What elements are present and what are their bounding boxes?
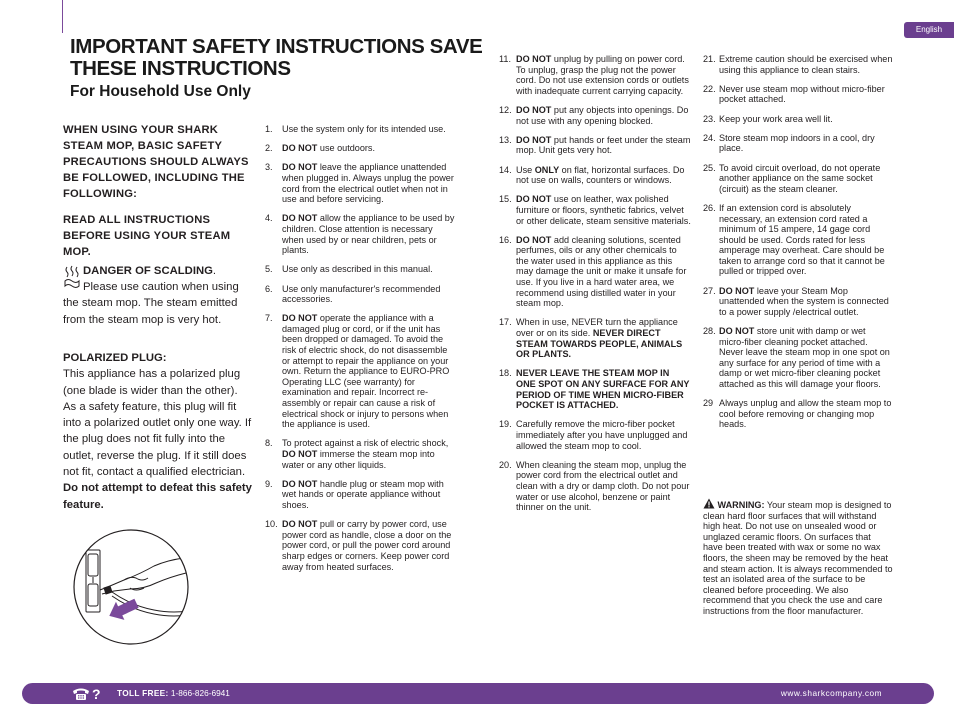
instruction-item — [703, 54, 893, 75]
item-number: 28. — [703, 326, 716, 337]
instruction-item — [499, 194, 691, 226]
plug-outlet-illustration — [72, 528, 190, 646]
item-body-text: If an extension cord is absolutely necessary, an extension cord rated a minimum of 15 ampere, 14 gage cord should be used. Cords rated for less amperage may overheat. Care should be taken to arrange cord so that it cannot be pulled or tripped over. — [719, 202, 885, 277]
item-number: 11. — [499, 54, 511, 64]
item-number: 12. — [499, 104, 512, 115]
item-text — [516, 194, 691, 226]
item-number: 23. — [703, 113, 716, 124]
instruction-item — [265, 264, 455, 275]
item-body-text: immerse the steam mop into water or any other liquids. — [282, 449, 435, 470]
item-emphasis: DO NOT — [719, 285, 755, 296]
instruction-item — [703, 326, 893, 390]
item-body-text: leave the appliance unattended when plugged in. Always unplug the power cord from the electrical outlet when not in use and before servicing. — [282, 162, 454, 205]
instruction-item — [265, 143, 455, 154]
polarized-heading: POLARIZED PLUG: — [63, 352, 167, 364]
toll-free-line — [117, 683, 230, 704]
item-body-text: use outdoors. — [317, 143, 376, 154]
instruction-item — [703, 84, 893, 105]
instruction-item — [265, 519, 455, 572]
item-emphasis: DO NOT — [516, 104, 552, 115]
instruction-item — [265, 313, 455, 430]
item-body-text: Always unplug and allow the steam mop to cool before removing or changing mop heads. — [719, 398, 892, 430]
item-text — [719, 84, 893, 105]
item-body-text: Use the system only for its intended use. — [282, 124, 446, 134]
polarized-plug-section — [63, 350, 253, 513]
item-body-text: put any objects into openings. Do not use with any opening blocked. — [516, 104, 689, 126]
item-emphasis: NEVER LEAVE THE STEAM MOP IN ONE SPOT ON ANY SURFACE FOR ANY PERIOD OF TIME WHEN MICRO-FIBER POCKET IS ATTACHED. — [516, 368, 690, 411]
item-body-text: add cleaning solutions, scented perfumes, oils or any other chemicals to the water used in this appliance as this may damage the unit or make it unsafe for use. If you live in a hard water area, we recommend using distilled water in your steam mop. — [516, 234, 687, 309]
polarized-emphasis: Do not attempt to defeat this safety feature. — [63, 482, 252, 511]
instructions-column-2 — [499, 54, 691, 521]
item-body-text: Store steam mop indoors in a cool, dry place. — [719, 132, 875, 154]
item-emphasis: DO NOT — [282, 478, 318, 489]
item-text — [719, 398, 893, 430]
item-text — [516, 419, 691, 451]
item-number: 6. — [265, 283, 273, 294]
item-text — [516, 54, 691, 96]
instruction-item — [703, 398, 893, 430]
item-text — [516, 235, 691, 309]
item-body-text: Use only as described in this manual. — [282, 264, 433, 275]
item-text — [282, 124, 455, 135]
danger-text: Please use caution when using the steam mop. The steam emitted from the steam mop is very hot. — [63, 281, 239, 326]
instruction-item — [265, 213, 455, 255]
item-body-text: leave your Steam Mop unattended when the system is connected to a power supply /electrical outlet. — [719, 285, 889, 317]
instruction-item — [703, 163, 893, 195]
item-emphasis: DO NOT — [282, 519, 318, 530]
item-emphasis: DO NOT — [516, 134, 552, 145]
warning-label: WARNING: — [717, 500, 765, 510]
item-number: 25. — [703, 162, 716, 173]
item-number: 7. — [265, 313, 273, 324]
instruction-item — [499, 460, 691, 513]
item-body-text: store unit with damp or wet micro-fiber cleaning pocket attached. Never leave the steam mop in one spot on any surface for any period of time with a damp or wet micro-fiber cleaning pocket attached as this will damage your floors. — [719, 326, 890, 389]
instruction-item — [703, 114, 893, 125]
item-number: 19. — [499, 419, 512, 430]
item-body-text: unplug by pulling on power cord. To unplug, grasp the plug not the power cord. Do not use extension cords or outlets with inadequate current carrying capacity. — [516, 54, 689, 96]
item-body-text: allow the appliance to be used by children. Close attention is necessary when used by or near children, pets or plants. — [282, 213, 455, 256]
item-body-text: use on leather, wax polished furniture or floors, synthetic fabrics, velvet or other delicate, steam sensitive materials. — [516, 194, 691, 226]
item-number: 1. — [265, 124, 273, 134]
page-title: IMPORTANT SAFETY INSTRUCTIONS SAVE THESE INSTRUCTIONS — [70, 35, 483, 80]
instruction-item — [265, 438, 455, 470]
item-text — [282, 479, 455, 511]
item-text — [282, 162, 455, 204]
instruction-item — [499, 317, 691, 359]
instruction-item — [499, 165, 691, 186]
item-text — [516, 135, 691, 156]
item-emphasis: DO NOT — [719, 326, 755, 337]
item-body-text: put hands or feet under the steam mop. Unit gets very hot. — [516, 134, 691, 156]
instruction-item — [499, 54, 691, 96]
item-number: 22. — [703, 83, 716, 94]
item-body-text: operate the appliance with a damaged plug or cord, or if the unit has been dropped or damaged. To avoid the risk of electric shock, do not disassemble or attempt to repair the appliance on your own. Return the appliance to EURO-PRO Operating LLC (see warranty) for examination and repair. Incorrect re-assembly or repair can cause a risk of electrical shock or injury to persons when the appliance is used. — [282, 313, 450, 430]
instruction-item — [265, 124, 455, 135]
item-text — [719, 133, 893, 154]
item-text — [719, 54, 893, 75]
item-body-text: pull or carry by power cord, use power cord as handle, close a door on the power cord, or pull the power cord around sharp edges or corners. Keep power cord away from heated surfaces. — [282, 519, 452, 572]
instruction-item — [499, 135, 691, 156]
item-lead-text: To protect against a risk of electric shock, — [282, 438, 449, 449]
item-number: 18. — [499, 368, 512, 379]
instruction-item — [703, 133, 893, 154]
item-number: 10. — [265, 519, 278, 530]
item-body-text: on flat, horizontal surfaces. Do not use on walls, counters or windows. — [516, 164, 685, 186]
item-number: 8. — [265, 438, 273, 449]
item-body-text: When cleaning the steam mop, unplug the power cord from the electrical outlet and clean with a dry or damp cloth. Do not pour water or use alcohol, benzene or paint thinner on the unit. — [516, 459, 690, 513]
item-number: 4. — [265, 213, 273, 224]
item-text — [516, 317, 691, 359]
instruction-item — [265, 284, 455, 305]
instruction-item — [499, 105, 691, 126]
item-number: 16. — [499, 234, 512, 245]
phone-help-icon — [70, 684, 106, 703]
item-number: 9. — [265, 478, 273, 489]
general-precautions: WHEN USING YOUR SHARK STEAM MOP, BASIC SAFETY PRECAUTIONS SHOULD ALWAYS BE FOLLOWED, INCLUDING THE FOLLOWING: — [63, 124, 249, 200]
item-text — [516, 460, 691, 513]
item-number: 15. — [499, 194, 512, 205]
danger-scalding-section: DANGER OF SCALDING. Please use caution when using the steam mop. The steam emitted from the steam mop is very hot. — [63, 265, 239, 326]
item-text — [282, 313, 455, 430]
instruction-item — [703, 286, 893, 318]
item-text — [282, 284, 455, 305]
item-emphasis: DO NOT — [282, 213, 318, 224]
item-emphasis: DO NOT — [516, 54, 552, 64]
toll-free-number[interactable]: 1-866-826-6941 — [168, 688, 230, 698]
item-text — [719, 286, 893, 318]
margin-rule — [62, 0, 63, 33]
instruction-item — [499, 368, 691, 410]
warning-section — [703, 498, 893, 617]
item-body-text: Carefully remove the micro-fiber pocket immediately after you have unplugged and allowed the steam mop to cool. — [516, 419, 688, 451]
item-number: 2. — [265, 143, 273, 154]
item-emphasis: DO NOT — [282, 449, 318, 459]
item-emphasis: DO NOT — [516, 234, 552, 245]
item-number: 21. — [703, 54, 716, 64]
item-emphasis: DO NOT — [282, 162, 318, 173]
item-text — [719, 326, 893, 390]
toll-free-label: TOLL FREE: — [117, 688, 169, 698]
item-text — [282, 143, 455, 154]
item-emphasis: DO NOT — [282, 313, 318, 324]
svg-text:?: ? — [92, 686, 101, 702]
instruction-item — [703, 203, 893, 277]
item-number: 29 — [703, 398, 714, 409]
item-text — [282, 519, 455, 572]
item-lead-text: Use — [516, 164, 535, 175]
read-instructions: READ ALL INSTRUCTIONS BEFORE USING YOUR STEAM MOP. — [63, 214, 231, 258]
instructions-column-3 — [703, 54, 893, 439]
item-number: 27. — [703, 285, 716, 296]
item-text — [719, 114, 893, 125]
item-number: 17. — [499, 317, 512, 328]
item-text — [282, 264, 455, 275]
item-body-text: Never use steam mop without micro-fiber pocket attached. — [719, 83, 885, 105]
item-body-text: Keep your work area well lit. — [719, 113, 833, 124]
instructions-column-1 — [265, 124, 455, 581]
item-body-text: Extreme caution should be exercised when using this appliance to clean stairs. — [719, 54, 893, 75]
language-tab[interactable]: English — [904, 22, 954, 38]
warning-text: Your steam mop is designed to clean hard floor surfaces that will withstand high heat. Do not use on unsealed wood or unglazed ceramic floors. On surfaces that have been treated with wax or some no wax floors, the sheen may be removed by the heat and steam action. It is always recommended to test an isolated area of the surface to be cleaned before proceeding. We also recommend that you check the use and care instructions from the floor manufacturer. — [703, 500, 893, 616]
polarized-text: This appliance has a polarized plug (one blade is wider than the other). As a safety feature, this plug will fit into a polarized outlet only one way. If the plug does not fit fully into the outlet, reverse the plug. If it still does not fit, contact a qualified electrician. — [63, 368, 252, 479]
item-lead-text: When in use, NEVER turn the appliance over or on its side. — [516, 317, 678, 339]
page-subtitle: For Household Use Only — [70, 83, 251, 100]
item-number: 26. — [703, 202, 716, 213]
item-body-text: Use only manufacturer's recommended accessories. — [282, 283, 441, 305]
item-text — [282, 438, 455, 470]
item-text — [516, 165, 691, 186]
item-body-text: To avoid circuit overload, do not operate another appliance on the same socket (circuit) as the steam cleaner. — [719, 162, 881, 194]
item-number: 3. — [265, 162, 273, 173]
item-body-text: handle plug or steam mop with wet hands or operate appliance without shoes. — [282, 478, 444, 510]
item-text — [516, 368, 691, 410]
item-text — [719, 163, 893, 195]
instruction-item — [499, 419, 691, 451]
footer-bar — [22, 683, 934, 704]
steam-hazard-icon — [63, 265, 83, 291]
item-number: 5. — [265, 264, 273, 275]
item-number: 14. — [499, 164, 512, 175]
item-text — [719, 203, 893, 277]
item-emphasis: NEVER DIRECT STEAM TOWARDS PEOPLE, ANIMALS OR PLANTS. — [516, 328, 683, 360]
intro-section — [63, 122, 253, 260]
instruction-item — [265, 479, 455, 511]
item-emphasis: DO NOT — [516, 194, 552, 205]
item-emphasis: ONLY — [534, 164, 560, 175]
instruction-item — [499, 235, 691, 309]
item-number: 24. — [703, 132, 716, 143]
website-link[interactable]: www.sharkcompany.com — [780, 688, 882, 698]
item-number: 20. — [499, 459, 512, 470]
danger-heading: DANGER OF SCALDING — [83, 265, 213, 277]
instruction-item — [265, 162, 455, 204]
item-number: 13. — [499, 134, 512, 145]
item-text — [516, 105, 691, 126]
warning-icon — [703, 498, 715, 509]
item-text — [282, 213, 455, 255]
item-emphasis: DO NOT — [282, 143, 318, 154]
